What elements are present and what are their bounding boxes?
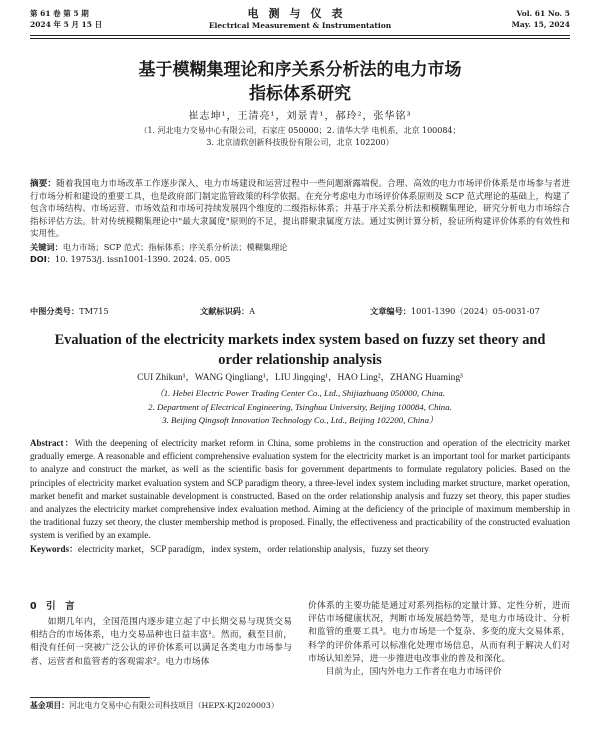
- body-paragraph: 目前为止，国内外电力工作者在电力市场评价: [325, 667, 502, 678]
- title-en-line2: order relationship analysis: [218, 352, 382, 368]
- title-en-line1: Evaluation of the electricity markets index system based on fuzzy set theory and: [54, 332, 546, 348]
- keywords-cn: [30, 241, 570, 253]
- article-number-label: 文章编号：: [370, 306, 411, 316]
- body-right-column: [308, 600, 570, 679]
- footnote-rule: [30, 697, 150, 698]
- document-code: [200, 305, 255, 317]
- affiliations-en: [30, 387, 570, 428]
- doi: [30, 253, 570, 265]
- date-cn: 2024 年 5 月 15 日: [30, 20, 103, 29]
- keywords-en-label: Keywords：: [30, 543, 78, 554]
- authors-en: CUI Zhikun¹，WANG Qingliang¹，LIU Jingqing¹，HAO Ling²，ZHANG Huaming³: [137, 373, 463, 383]
- title-cn: [30, 58, 570, 106]
- header-rule-thin: [30, 38, 570, 39]
- abstract-cn-label: 摘要：: [30, 179, 57, 189]
- journal-name-en: Electrical Measurement & Instrumentation: [208, 21, 392, 30]
- article-number-value: 1001-1390（2024）05-0031-07: [410, 306, 540, 316]
- classification-label: 中图分类号：: [30, 306, 80, 316]
- header-right: [512, 8, 570, 30]
- keywords-en-text: electricity market，SCP paradigm，index system，order relationship analysis，fuzzy set theory: [78, 543, 429, 554]
- abstract-cn-block: [30, 178, 570, 265]
- document-code-label: 文献标识码：: [200, 306, 250, 316]
- affiliation-cn-2: 3. 北京清软创新科技股份有限公司，北京 102200）: [206, 137, 394, 147]
- keywords-cn-label: 关键词：: [30, 241, 63, 252]
- authors-cn: 崔志坤¹，王清亮¹，刘景青¹，郝玲²，张华铭³: [188, 111, 412, 122]
- abstract-en: [30, 437, 570, 543]
- title-cn-line2: 指标体系研究: [249, 84, 351, 104]
- header-center: [30, 8, 570, 31]
- running-header: [30, 8, 570, 34]
- header-rule: [30, 35, 570, 36]
- date-en: May. 15, 2024: [511, 20, 570, 29]
- funding-text: 河北电力交易中心有限公司科技项目（HEPX-KJ2020003）: [68, 701, 279, 710]
- doi-label: DOI：: [30, 253, 55, 264]
- keywords-cn-text: 电力市场；SCP 范式；指标体系；序关系分析法；模糊集理论: [62, 241, 288, 252]
- affiliation-en-1: （1. Hebei Electric Power Trading Center Co., Ltd., Shijiazhuang 050000, China.: [154, 388, 446, 398]
- volume-issue-en: Vol. 61 No. 5: [516, 9, 570, 18]
- title-cn-line1: 基于模糊集理论和序关系分析法的电力市场: [138, 60, 462, 80]
- classification-value: TM715: [79, 306, 109, 316]
- abstract-en-label: Abstract：: [30, 438, 75, 448]
- volume-issue-cn: 第 61 卷 第 5 期: [30, 9, 89, 18]
- doi-value[interactable]: 10. 19753/j. issn1001-1390. 2024. 05. 005: [55, 253, 231, 264]
- body-paragraph: 如期几年内，全国范围内逐步建立起了中长期交易与现货交易相结合的市场体系，电力交易品种也日益丰富¹。然而，截至目前，相没有任何一突被广泛公认的评价体系可以满足各类电力市场参与者、运营者和监管者的客观需求²。电力市场体: [30, 617, 292, 667]
- body-paragraph: 价体系的主要功能是通过对系列指标的定量计算、定性分析，进而评估市场健康状况，判断市场发展趋势等，是电力市场设计、分析和监管的重要工具³。电力市场是一个复杂、多变的庞大交易体系，科学的评价体系可以标准化处理市场信息，从而有利于解决人们对市场认知差异，进一步推进电改事业的普及和深化。: [308, 601, 570, 664]
- keywords-en: [30, 543, 570, 556]
- affiliation-cn-1: （1. 河北电力交易中心有限公司，石家庄 050000；2. 清华大学 电机系，北京 100084；: [139, 126, 461, 135]
- classification-number: [30, 305, 109, 317]
- abstract-en-text: With the deepening of electricity market reform in China, some problems in the construction and operation of the electricity market gradually emerge. A reasonable and efficient comprehensive evaluation system for the electricity market is an important tool for market participants to analyze and construct the market, as well as the scientific basis for government departments to formulate regulatory policies. Based on the principles of electricity market evaluation system and SCP paradigm theory, a three-level index system including market structure, market operation, market benefit and market sustainable development is constructed. Based on the order relationship analysis and fuzzy set theory, this paper studies and analyzes the electricity market comprehensive index evaluation method. Aiming at the deficiency of the principle of maximum membership in the traditional fuzzy set theory, the cluster membership method is proposed. Finally, the effectiveness and practicability of the constructed evaluation system is verified by an example.: [30, 438, 570, 541]
- abstract-cn: [30, 178, 570, 241]
- affiliations-cn: [30, 125, 570, 148]
- funding-footnote: [30, 700, 292, 712]
- abstract-cn-text: 随着我国电力市场改革工作逐步深入，电力市场建设和运营过程中一些问题渐露端倪。合理、高效的电力市场评价体系是市场参与者进行市场分析和建设的重要工具，也是政府部门制定监管政策的科学依据。在充分考虑电力市场评价体系原则及 SCP 范式理论的基础上，构建了包含市场结构、市场运营、市场效益和市场可持续发展四个维度的二级指标体系；并基于序关系分析法和模糊集理论，研究分析电力市场综合指标评估方法。针对传统模糊集理论中"最大隶属度"原则的不足，提出群聚隶属度方法。通过实例计算分析，验证所构建评价体系的有效性和实用性。: [30, 179, 570, 240]
- title-en: [30, 330, 570, 370]
- funding-label: 基金项目：: [30, 701, 69, 710]
- body-left-column: [30, 600, 292, 669]
- abstract-en-block: [30, 437, 570, 556]
- journal-name-cn: 电测与仪表: [247, 7, 353, 20]
- document-code-value: A: [249, 306, 256, 316]
- section-heading: 0 引 言: [30, 601, 75, 612]
- affiliation-en-3: 3. Beijing Qingsoft Innovation Technology Co., Ltd., Beijing 102200, China）: [162, 415, 438, 425]
- article-number: [370, 305, 540, 317]
- affiliation-en-2: 2. Department of Electrical Engineering, Tsinghua University, Beijing 100084, China.: [148, 401, 452, 412]
